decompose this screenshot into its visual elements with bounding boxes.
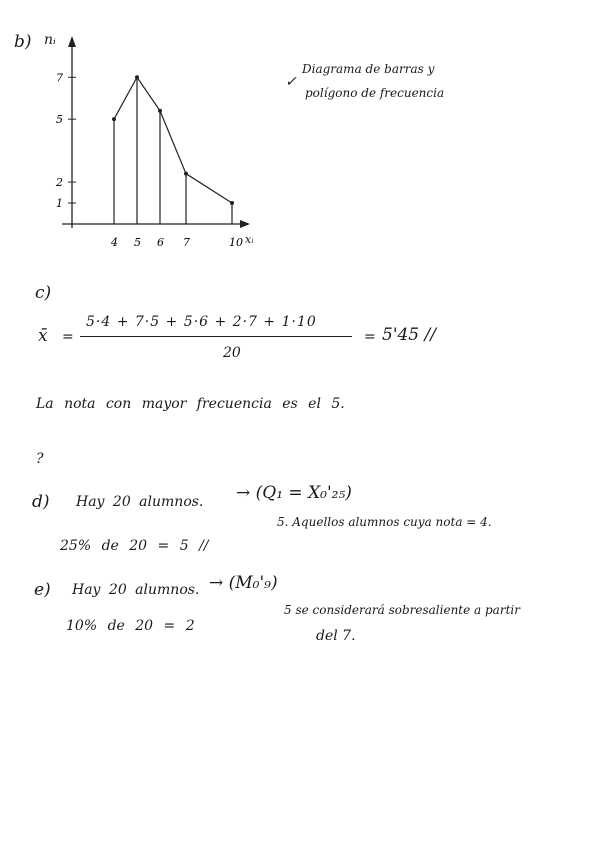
y-tick-7: 7 xyxy=(56,71,63,85)
frequency-polygon xyxy=(114,77,232,203)
part-c-label: c) xyxy=(35,283,52,303)
part-d-quartile: → (Q₁ = X₀'₂₅) xyxy=(236,483,352,503)
part-e-calc: 10% de 20 = 2 xyxy=(66,618,195,634)
part-b-label: b) xyxy=(14,32,32,52)
chart-note-line-2: polígono de frecuencia xyxy=(305,86,445,100)
part-e-statement: Hay 20 alumnos. xyxy=(72,582,200,598)
x-tick-10: 10 xyxy=(229,236,243,249)
y-axis-arrow-icon xyxy=(68,36,76,47)
part-d-note: 5. Aquellos alumnos cuya nota = 4. xyxy=(277,515,492,529)
y-tick-2: 2 xyxy=(56,176,63,190)
x-tick-4: 4 xyxy=(111,236,118,249)
part-e-note-line-1: 5 se considerará sobresaliente a partir xyxy=(284,603,520,617)
mode-sentence: La nota con mayor frecuencia es el 5. xyxy=(36,396,345,412)
y-axis-label: nᵢ xyxy=(44,32,56,48)
y-tick-1: 1 xyxy=(56,197,63,211)
question-mark: ? xyxy=(36,451,44,467)
part-e-label: e) xyxy=(34,580,51,600)
equals-sign-2: = xyxy=(364,329,376,345)
x-axis-arrow-icon xyxy=(240,220,250,228)
bar-chart-with-polygon xyxy=(0,0,605,300)
y-tick-5: 5 xyxy=(56,113,63,127)
part-d-statement: Hay 20 alumnos. xyxy=(76,494,204,510)
equals-sign: = xyxy=(62,329,74,345)
x-tick-5: 5 xyxy=(134,236,141,249)
part-e-percentile: → (M₀'₉) xyxy=(209,573,278,593)
chart-note-line-1: Diagrama de barras y xyxy=(302,62,435,76)
mean-denominator: 20 xyxy=(223,345,241,361)
check-mark-icon: ✓ xyxy=(285,74,297,90)
mean-numerator: 5·4 + 7·5 + 5·6 + 2·7 + 1·10 xyxy=(86,314,317,330)
part-e-note-line-2: del 7. xyxy=(316,628,356,644)
fraction-bar xyxy=(80,336,352,337)
part-d-label: d) xyxy=(32,492,50,512)
part-d-calc: 25% de 20 = 5 // xyxy=(60,538,209,554)
x-axis-label: xᵢ xyxy=(245,233,254,246)
mean-result: 5'45 // xyxy=(382,325,436,345)
x-tick-7: 7 xyxy=(183,236,190,249)
x-tick-6: 6 xyxy=(157,236,164,249)
mean-symbol: x̄ xyxy=(38,326,48,346)
